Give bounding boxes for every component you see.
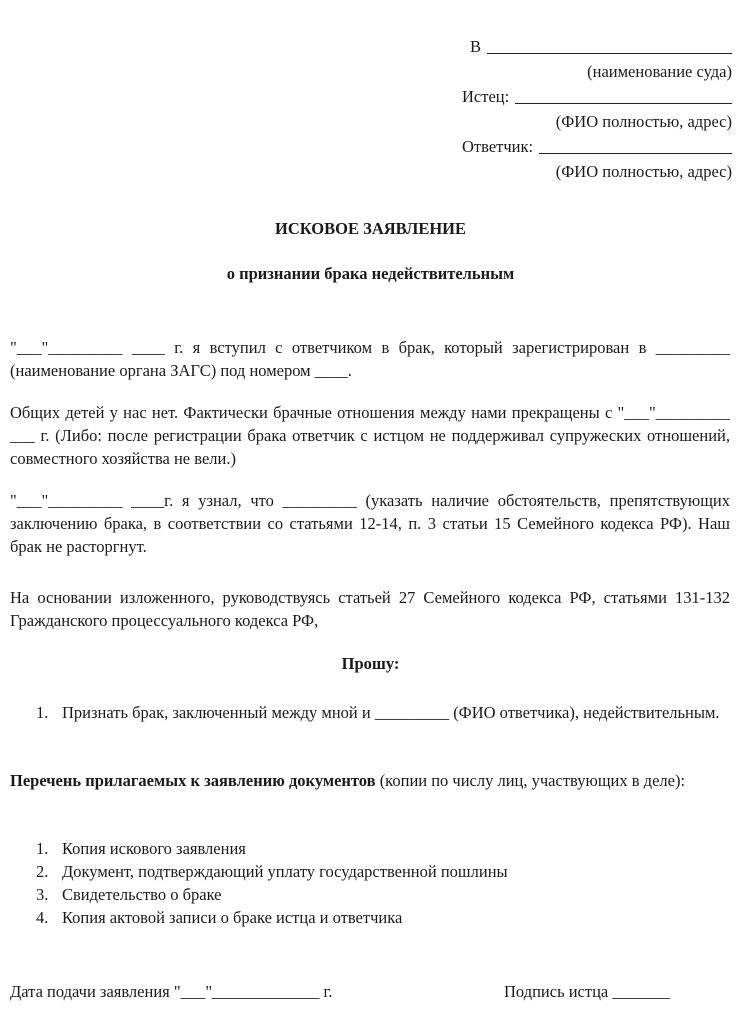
item-text: Свидетельство о браке [62,885,222,904]
court-name-field[interactable] [487,36,732,54]
document-title: ИСКОВОЕ ЗАЯВЛЕНИЕ [275,219,466,238]
list-item [36,860,730,883]
paragraph-grounds: "___"_________ ____г. я узнал, что _________ (указать наличие обстоятельств, препятствующих заключению брака, в соответствии со статьями 12-14, п. 3 статьи 15 Семейного кодекса РФ). Наш брак не расторгнут. [10,491,730,556]
list-item [36,701,730,724]
list-item [36,883,730,906]
plaintiff-field[interactable] [515,86,732,104]
filing-date: Дата подачи заявления "___"_____________ г. [10,982,333,1001]
item-text: Копия актовой записи о браке истца и ответчика [62,908,403,927]
item-text: Признать брак, заключенный между мной и _________ (ФИО ответчика), недействительным. [62,703,720,722]
paragraph-children: Общих детей у нас нет. Фактически брачные отношения между нами прекращены с "___"_________ ___ г. (Либо: после регистрации брака ответчик с истцом не поддерживал супружеских отношений, совместного хозяйства не вели.) [10,403,730,468]
plaintiff-note: (ФИО полностью, адрес) [555,112,732,131]
item-text: Документ, подтверждающий уплату государственной пошлины [62,862,508,881]
item-text: Копия искового заявления [62,839,246,858]
attachments-heading: Перечень прилагаемых к заявлению документов [10,771,376,790]
request-heading: Прошу: [341,654,400,673]
plaintiff-label: Истец: [462,87,510,106]
list-item [36,837,730,860]
list-item [36,906,730,929]
defendant-note: (ФИО полностью, адрес) [555,162,732,181]
item-number: 3. [36,885,49,904]
request-list [36,701,730,724]
attachments-note: (копии по числу лиц, участвующих в деле): [375,771,686,790]
court-prefix: В [470,37,482,56]
defendant-label: Ответчик: [462,137,534,156]
addressee-block [462,34,732,184]
item-number: 1. [36,839,49,858]
plaintiff-signature: Подпись истца _______ [504,982,671,1001]
document-subtitle: о признании брака недействительным [226,264,515,283]
item-number: 4. [36,908,49,927]
attachments-list [36,837,730,929]
item-number: 2. [36,862,49,881]
court-note: (наименование суда) [587,62,732,81]
attachments-intro [10,769,730,792]
item-number: 1. [36,703,49,722]
paragraph-legal-basis: На основании изложенного, руководствуясь статьей 27 Семейного кодекса РФ, статьями 131-132 Гражданского процессуального кодекса РФ, [10,588,730,630]
defendant-field[interactable] [539,136,732,154]
paragraph-marriage: "___"_________ ____ г. я вступил с ответчиком в брак, который зарегистрирован в _________ (наименование органа ЗАГС) под номером ____. [10,338,730,380]
